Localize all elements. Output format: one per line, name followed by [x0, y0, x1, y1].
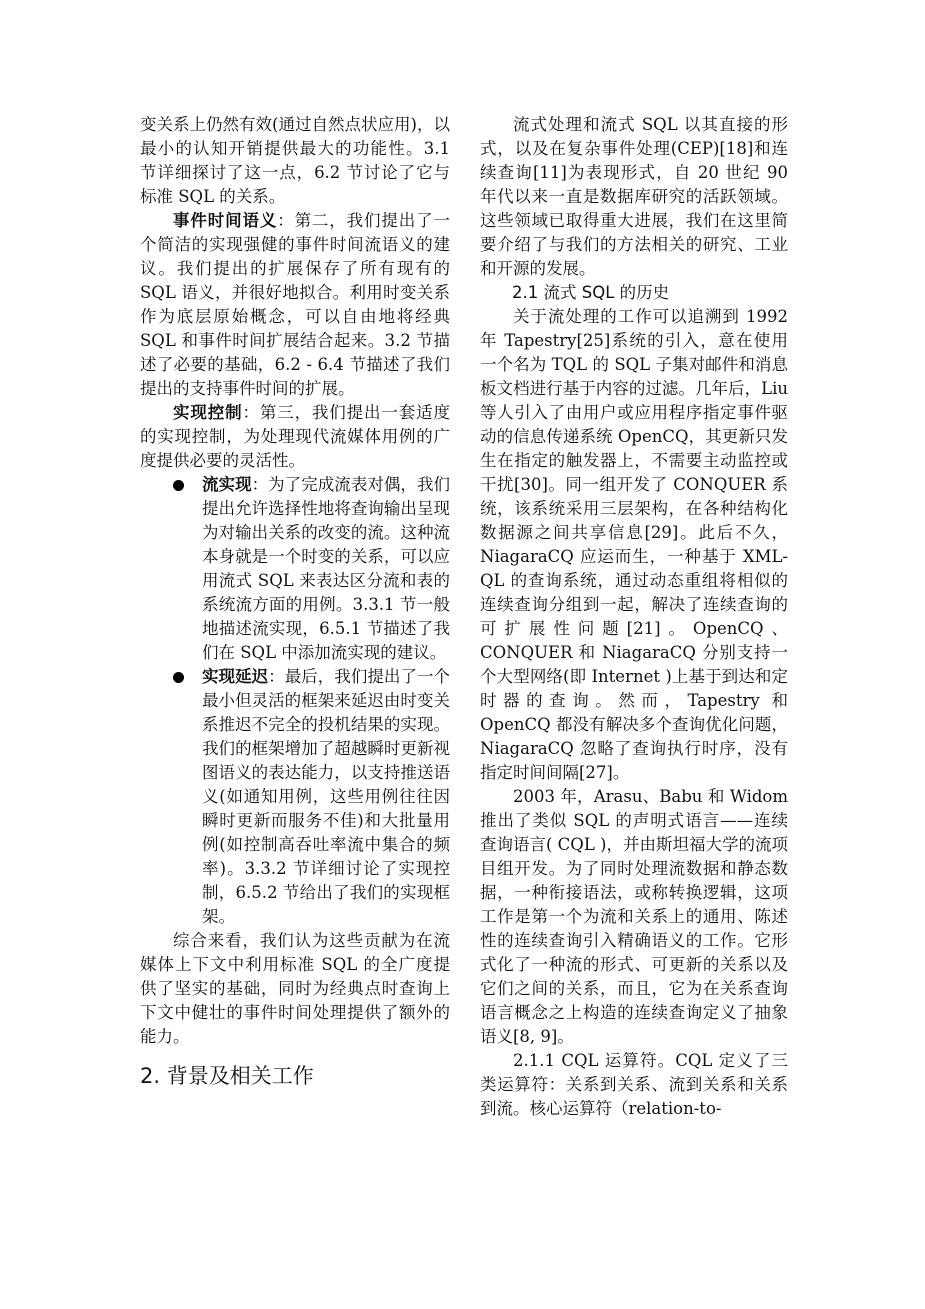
label-event-time-semantics: 事件时间语义	[173, 211, 278, 230]
text-materialization-control: ：第三，我们提出一套适度的实现控制，为处理现代流媒体用例的广度提供必要的灵活性。	[140, 403, 451, 470]
section-heading: 2. 背景及相关工作	[140, 1064, 314, 1088]
list-item	[202, 473, 450, 665]
paragraph-summary: 综合来看，我们认为这些贡献为在流媒体上下文中利用标准 SQL 的全广度提供了坚实的基础，同时为经典点时查询上下文中健壮的事件时间处理提供了额外的能力。	[140, 931, 450, 1046]
left-column	[140, 113, 450, 1091]
subsection-heading: 2.1 流式 SQL 的历史	[512, 283, 670, 302]
bullet-label: 实现延迟	[202, 667, 269, 686]
paragraph-history: 关于流处理的工作可以追溯到 1992 年 Tapestry[25]系统的引入，意在使用一个名为 TQL 的 SQL 子集对邮件和消息板文档进行基于内容的过滤。几年后，Liu 等人引入了由用户或应用程序指定事件驱动的信息传递系统 OpenCQ，其更新只发生在指定的触发器上，不需要主动监控或干扰[30]。同一组开发了 CONQUER 系统，该系统采用三层架构，在各种结构化数据源之间共享信息[29]。此后不久，NiagaraCQ 应运而生，一种基于 XML-QL 的查询系统，通过动态重组将相似的连续查询分组到一起，解决了连续查询的可扩展性问题[21]。OpenCQ、CONQUER 和 NiagaraCQ 分别支持一个大型网络(即 Internet )上基于到达和定时器的查询。然而，Tapestry 和 OpenCQ 都没有解决多个查询优化问题，NiagaraCQ 忽略了查询执行时序，没有指定时间间隔[27]。	[480, 307, 788, 782]
bullet-list	[140, 473, 450, 929]
bullet-label: 流实现	[202, 475, 252, 494]
right-column	[480, 113, 788, 1121]
list-item	[202, 665, 450, 929]
paragraph-contributions-intro: 变关系上仍然有效(通过自然点状应用)，以最小的认知开销提供最大的功能性。3.1 节详细探讨了这一点，6.2 节讨论了它与标准 SQL 的关系。	[140, 115, 450, 206]
paragraph-background: 流式处理和流式 SQL 以其直接的形式，以及在复杂事件处理(CEP)[18]和连续查询[11]为表现形式，自 20 世纪 90 年代以来一直是数据库研究的活跃领域。这些领域已取得重大进展，我们在这里简要介绍了与我们的方法相关的研究、工业和开源的发展。	[480, 115, 788, 278]
text-event-time-semantics: ：第二，我们提出了一个简洁的实现强健的事件时间流语义的建议。我们提出的扩展保存了所有现有的 SQL 语义，并很好地拟合。利用时变关系作为底层原始概念，可以自由地将经典 SQL 和事件时间扩展结合起来。3.2 节描述了必要的基础，6.2 - 6.4 节描述了我们提出的支持事件时间的扩展。	[140, 211, 451, 398]
paragraph-cql-operators: 2.1.1 CQL 运算符。CQL 定义了三类运算符：关系到关系、流到关系和关系到流。核心运算符（relation-to-	[480, 1051, 788, 1118]
bullet-dot-icon	[173, 672, 184, 683]
bullet-dot-icon	[173, 480, 184, 491]
paragraph-cql: 2003 年，Arasu、Babu 和 Widom 推出了类似 SQL 的声明式语言——连续查询语言( CQL )，并由斯坦福大学的流项目组开发。为了同时处理流数据和静态数据，一种衔接语法，或称转换逻辑，这项工作是第一个为流和关系上的通用、陈述性的连续查询引入精确语义的工作。它形式化了一种流的形式、可更新的关系以及它们之间的关系，而且，它为在关系查询语言概念之上构造的连续查询定义了抽象语义[8, 9]。	[480, 787, 788, 1046]
label-materialization-control: 实现控制	[173, 403, 243, 422]
paragraph-event-time	[140, 209, 450, 401]
bullet-text: ：最后，我们提出了一个最小但灵活的框架来延迟由时变关系推迟不完全的投机结果的实现。我们的框架增加了超越瞬时更新视图语义的表达能力，以支持推送语义(如通知用例，这些用例往往因瞬时更新而服务不佳)和大批量用例(如控制高吞吐率流中集合的频率)。3.3.2 节详细讨论了实现控制，6.5.2 节给出了我们的实现框架。	[202, 667, 451, 926]
paragraph-materialization-control	[140, 401, 450, 473]
bullet-text: ：为了完成流表对偶，我们提出允许选择性地将查询输出呈现为对输出关系的改变的流。这种流本身就是一个时变的关系，可以应用流式 SQL 来表达区分流和表的系统流方面的用例。3.3.1 节一般地描述流实现，6.5.1 节描述了我们在 SQL 中添加流实现的建议。	[202, 475, 451, 662]
